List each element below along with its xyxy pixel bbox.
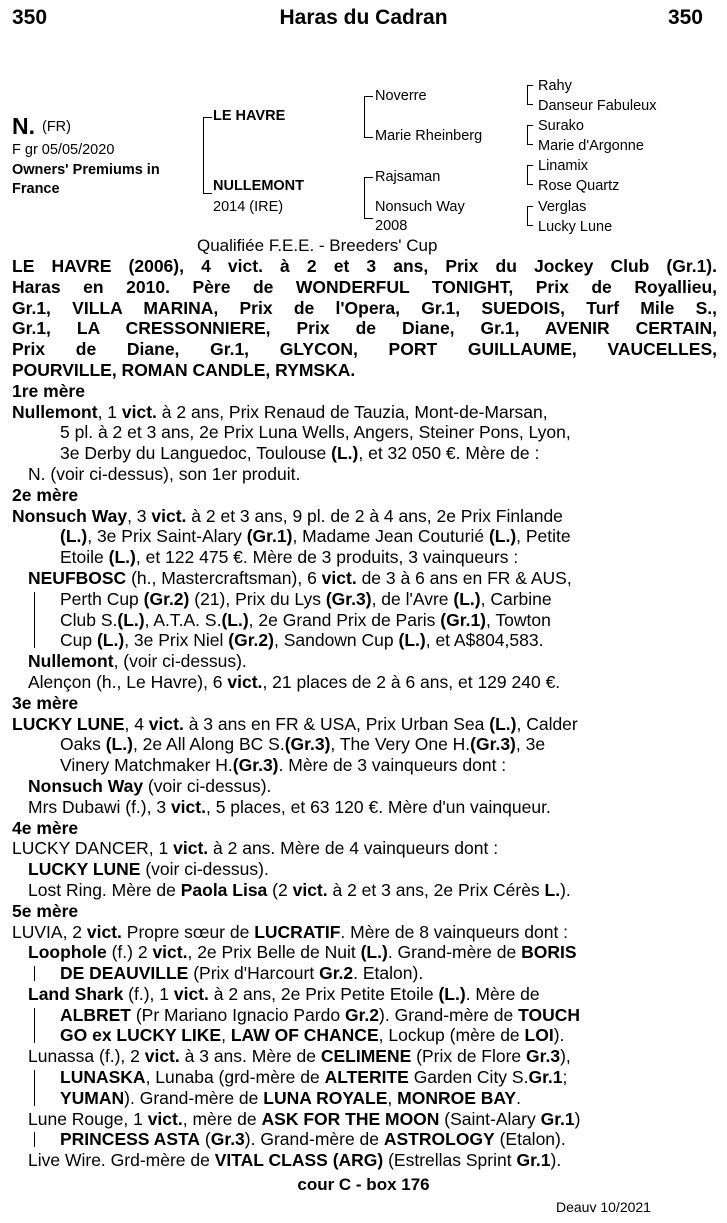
horse-name: N.	[12, 113, 35, 139]
section-heading: 2e mère	[12, 484, 79, 505]
text-line: Mrs Dubawi (f.), 3 vict., 5 places, et 63 120 €. Mère d'un vainqueur.	[28, 796, 551, 817]
text-line: YUMAN). Grand-mère de LUNA ROYALE, MONROE BAY.	[60, 1087, 521, 1108]
text-line: 5 pl. à 2 et 3 ans, 2e Prix Luna Wells, Angers, Steiner Pons, Lyon,	[60, 422, 571, 443]
text-line: Nonsuch Way (voir ci-dessus).	[28, 775, 272, 796]
premium-line-2: France	[12, 181, 60, 197]
text-line: Cup (L.), 3e Prix Niel (Gr.2), Sandown Cup (L.), et A$804,583.	[60, 630, 544, 651]
bracket-ggp-3	[527, 165, 533, 185]
text-line: N. (voir ci-dessus), son 1er produit.	[28, 463, 301, 484]
text-line: LUCKY DANCER, 1 vict. à 2 ans. Mère de 4 vainqueurs dont :	[12, 838, 499, 859]
text-line: Oaks (L.), 2e All Along BC S.(Gr.3), The Very One H.(Gr.3), 3e	[60, 734, 546, 755]
ggp-7: Verglas	[538, 199, 587, 215]
text-line: Nullemont, 1 vict. à 2 ans, Prix Renaud de Tauzia, Mont-de-Marsan,	[12, 401, 548, 422]
granddam-2: Nonsuch Way	[375, 199, 465, 215]
text-line: Live Wire. Grd-mère de VITAL CLASS (ARG) (Estrellas Sprint Gr.1).	[28, 1150, 562, 1171]
sire-line: Haras en 2010. Père de WONDERFUL TONIGHT, Prix de Royallieu,	[12, 276, 717, 297]
sire-name: LE HAVRE	[213, 108, 286, 124]
location-label: cour C - box 176	[297, 1175, 430, 1194]
sire-line: Gr.1, LA CRESSONNIERE, Prix de Diane, Gr.1, AVENIR CERTAIN,	[12, 318, 717, 339]
ggp-5: Linamix	[538, 158, 588, 174]
ggp-6: Rose Quartz	[538, 178, 620, 194]
catalogue-stamp: Deauv 10/2021	[556, 1199, 651, 1215]
text-line: LUCKY LUNE (voir ci-dessus).	[28, 859, 269, 880]
ggp-1: Rahy	[538, 78, 572, 94]
text-line: Lunassa (f.), 2 vict. à 3 ans. Mère de CELIMENE (Prix de Flore Gr.3),	[28, 1046, 571, 1067]
text-line: LUVIA, 2 vict. Propre sœur de LUCRATIF. Mère de 8 vainqueurs dont :	[12, 921, 569, 942]
text-line: Club S.(L.), A.T.A. S.(L.), 2e Grand Prix de Paris (Gr.1), Towton	[60, 609, 551, 630]
text-line: Vinery Matchmaker H.(Gr.3). Mère de 3 vainqueurs dont :	[60, 755, 507, 776]
catalogue-body	[12, 256, 717, 1171]
sire-paragraph	[12, 256, 717, 381]
section-heading: 5e mère	[12, 900, 79, 921]
bracket-dam-parents	[364, 177, 373, 219]
sire-line: POURVILLE, ROMAN CANDLE, RYMSKA.	[12, 359, 356, 380]
premium-line-1: Owners' Premiums in	[12, 162, 160, 178]
grandsire-1: Noverre	[375, 88, 427, 104]
lot-number-left: 350	[12, 6, 48, 29]
text-line: Loophole (f.) 2 vict., 2e Prix Belle de Nuit (L.). Grand-mère de BORIS	[28, 942, 577, 963]
qualification-line: Qualifiée F.E.E. - Breeders' Cup	[197, 236, 438, 255]
text-line: Lune Rouge, 1 vict., mère de ASK FOR THE MOON (Saint-Alary Gr.1)	[28, 1108, 581, 1129]
text-line: GO ex LUCKY LIKE, LAW OF CHANCE, Lockup (mère de LOI).	[60, 1025, 565, 1046]
dam-name: NULLEMONT	[213, 178, 305, 194]
sire-line: Gr.1, VILLA MARINA, Prix de l'Opera, Gr.1, SUEDOIS, Turf Mile S.,	[12, 297, 717, 318]
indented-block	[12, 1005, 717, 1047]
ggp-4: Marie d'Argonne	[538, 138, 644, 154]
indented-block	[12, 1067, 717, 1109]
dam-info: 2014 (IRE)	[213, 199, 284, 215]
grandsire-2: Rajsaman	[375, 169, 441, 185]
granddam-2-year: 2008	[375, 218, 408, 234]
text-line: NEUFBOSC (h., Mastercraftsman), 6 vict. de 3 à 6 ans en FR & AUS,	[28, 567, 572, 588]
ggp-8: Lucky Lune	[538, 219, 613, 235]
text-line: Perth Cup (Gr.2) (21), Prix du Lys (Gr.3), de l'Avre (L.), Carbine	[60, 588, 552, 609]
text-line: Nullemont, (voir ci-dessus).	[28, 651, 247, 672]
indented-block	[12, 589, 717, 651]
page-title: Haras du Cadran	[279, 6, 448, 29]
lot-number-right: 350	[667, 6, 703, 29]
text-line: 3e Derby du Languedoc, Toulouse (L.), et 32 050 €. Mère de :	[60, 443, 540, 464]
bracket-ggp-4	[527, 206, 533, 226]
sire-line: Prix de Diane, Gr.1, GLYCON, PORT GUILLAUME, VAUCELLES,	[12, 339, 717, 360]
bracket-parents	[203, 117, 212, 194]
ggp-3: Surako	[538, 118, 584, 134]
section-heading: 1re mère	[12, 380, 85, 401]
text-line: Land Shark (f.), 1 vict. à 2 ans, 2e Prix Petite Etoile (L.). Mère de	[28, 983, 540, 1004]
text-line: Etoile (L.), et 122 475 €. Mère de 3 produits, 3 vainqueurs :	[60, 547, 519, 568]
text-line: PRINCESS ASTA (Gr.3). Grand-mère de ASTROLOGY (Etalon).	[60, 1129, 566, 1150]
bracket-sire-parents	[364, 96, 373, 138]
text-line: (L.), 3e Prix Saint-Alary (Gr.1), Madame Jean Couturié (L.), Petite	[60, 526, 571, 547]
indented-block	[12, 963, 717, 984]
text-line: Nonsuch Way, 3 vict. à 2 et 3 ans, 9 pl. de 2 à 4 ans, 2e Prix Finlande	[12, 505, 563, 526]
bracket-ggp-2	[527, 125, 533, 145]
text-line: Alençon (h., Le Havre), 6 vict., 21 places de 2 à 6 ans, et 129 240 €.	[28, 671, 561, 692]
text-line: Lost Ring. Mère de Paola Lisa (2 vict. à 2 et 3 ans, 2e Prix Cérès L.).	[28, 879, 571, 900]
text-line: LUCKY LUNE, 4 vict. à 3 ans en FR & USA, Prix Urban Sea (L.), Calder	[12, 713, 578, 734]
section-heading: 4e mère	[12, 817, 79, 838]
text-line: LUNASKA, Lunaba (grd-mère de ALTERITE Garden City S.Gr.1;	[60, 1067, 568, 1088]
bracket-ggp-1	[527, 85, 533, 105]
granddam-1: Marie Rheinberg	[375, 128, 483, 144]
ggp-2: Danseur Fabuleux	[538, 98, 657, 114]
horse-details: F gr 05/05/2020	[12, 142, 115, 158]
text-line: ALBRET (Pr Mariano Ignacio Pardo Gr.2). Grand-mère de TOUCH	[60, 1004, 581, 1025]
indented-block	[12, 1129, 717, 1150]
horse-origin: (FR)	[42, 119, 71, 135]
sire-line: LE HAVRE (2006), 4 vict. à 2 et 3 ans, Prix du Jockey Club (Gr.1).	[12, 256, 717, 276]
text-line: DE DEAUVILLE (Prix d'Harcourt Gr.2. Etalon).	[60, 963, 424, 984]
section-heading: 3e mère	[12, 692, 79, 713]
